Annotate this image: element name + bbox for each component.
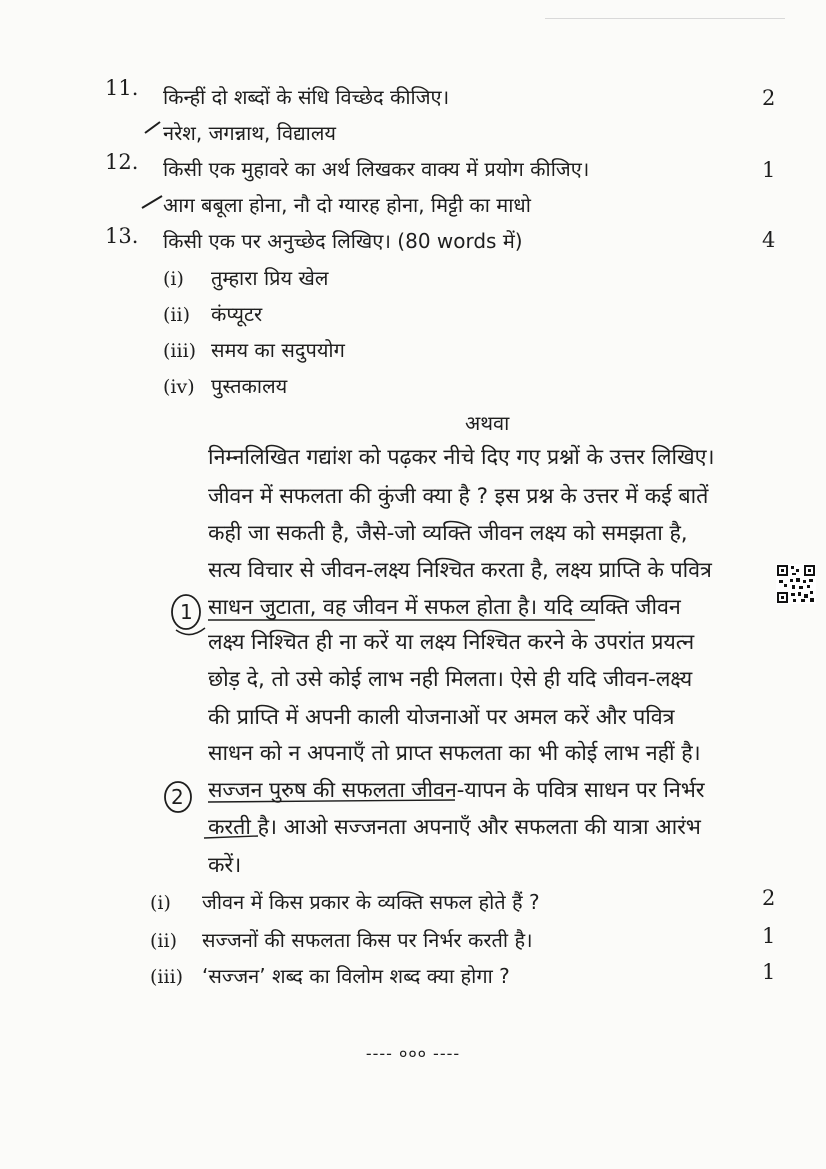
pq3-marks: 1 [762, 960, 776, 984]
qr-code [776, 564, 816, 604]
handwritten-mark-two: 2 [171, 785, 184, 809]
option-label: (i) [163, 268, 184, 290]
q13-marks: 4 [762, 228, 776, 252]
footer-mark: ---- ००० ---- [365, 1044, 461, 1063]
passage-line: की प्राप्ति में अपनी काली योजनाओं पर अमल करें और पवित्र [208, 705, 675, 730]
passage-line: साधन को न अपनाएँ तो प्राप्त सफलता का भी कोई लाभ नहीं है। [208, 741, 701, 766]
handwritten-mark-one: 1 [180, 600, 193, 624]
pq1-marks: 2 [762, 886, 776, 910]
q13-number: 13. [105, 224, 139, 248]
passage-question [150, 962, 510, 989]
passage-line: कही जा सकती है, जैसे-जो व्यक्ति जीवन लक्ष्य को समझता है, [208, 521, 688, 546]
pq2-marks: 1 [762, 924, 776, 948]
passage-line: छोड़ दे, तो उसे कोई लाभ नही मिलता। ऐसे ही यदि जीवन-लक्ष्य [208, 667, 693, 692]
q13-option [163, 264, 328, 291]
q11-text: किन्हीं दो शब्दों के संधि विच्छेद कीजिए। [163, 85, 450, 109]
question-label: (iii) [150, 966, 184, 988]
q13-text: किसी एक पर अनुच्छेद लिखिए। (80 words में) [163, 229, 523, 253]
tick-mark-q12 [142, 196, 162, 208]
passage-line: करें। [208, 853, 242, 878]
passage-line: सत्य विचार से जीवन-लक्ष्य निश्चित करता है, लक्ष्य प्राप्ति के पवित्र [208, 558, 712, 583]
passage-line: जीवन में सफलता की कुंजी क्या है ? इस प्रश्न के उत्तर में कई बातें [208, 484, 709, 509]
passage-question [150, 888, 540, 915]
q11-words: नरेश, जगन्नाथ, विद्यालय [163, 121, 337, 145]
question-text: सज्जनों की सफलता किस पर निर्भर करती है। [202, 928, 533, 952]
tick-mark-q11 [145, 122, 160, 133]
option-text: पुस्तकालय [211, 374, 288, 398]
passage-line: साधन जुटाता, वह जीवन में सफल होता है। यदि व्यक्ति जीवन [208, 595, 681, 620]
option-label: (iii) [163, 340, 197, 362]
q12-text: किसी एक मुहावरे का अर्थ लिखकर वाक्य में प्रयोग कीजिए। [163, 157, 590, 181]
option-text: समय का सदुपयोग [211, 338, 345, 362]
q12-idioms: आग बबूला होना, नौ दो ग्यारह होना, मिट्टी का माधो [163, 193, 531, 217]
passage-line: लक्ष्य निश्चित ही ना करें या लक्ष्य निश्चित करने के उपरांत प्रयत्न [208, 630, 695, 655]
q13-option [163, 300, 262, 327]
question-text: ‘सज्जन’ शब्द का विलोम शब्द क्या होगा ? [202, 964, 510, 988]
top-rule [545, 18, 785, 19]
q11-marks: 2 [762, 86, 776, 110]
option-text: तुम्हारा प्रिय खेल [211, 266, 329, 290]
q13-option [163, 372, 287, 399]
q13-option [163, 336, 345, 363]
question-label: (ii) [150, 930, 177, 952]
question-text: जीवन में किस प्रकार के व्यक्ति सफल होते हैं ? [202, 890, 540, 914]
option-text: कंप्यूटर [211, 302, 263, 326]
q11-number: 11. [105, 76, 139, 100]
passage-line: करती है। आओ सज्जनता अपनाएँ और सफलता की यात्रा आरंभ [208, 815, 701, 840]
question-label: (i) [150, 892, 171, 914]
passage-line: सज्जन पुरुष की सफलता जीवन-यापन के पवित्र साधन पर निर्भर [208, 778, 705, 803]
circle-tail-one [176, 628, 205, 635]
passage-question [150, 926, 533, 953]
option-label: (ii) [163, 304, 190, 326]
q12-marks: 1 [762, 158, 776, 182]
q12-number: 12. [105, 150, 139, 174]
option-label: (iv) [163, 376, 195, 398]
passage-line: निम्नलिखित गद्यांश को पढ़कर नीचे दिए गए प्रश्नों के उत्तर लिखिए। [208, 445, 715, 470]
or-divider: अथवा [465, 411, 510, 435]
